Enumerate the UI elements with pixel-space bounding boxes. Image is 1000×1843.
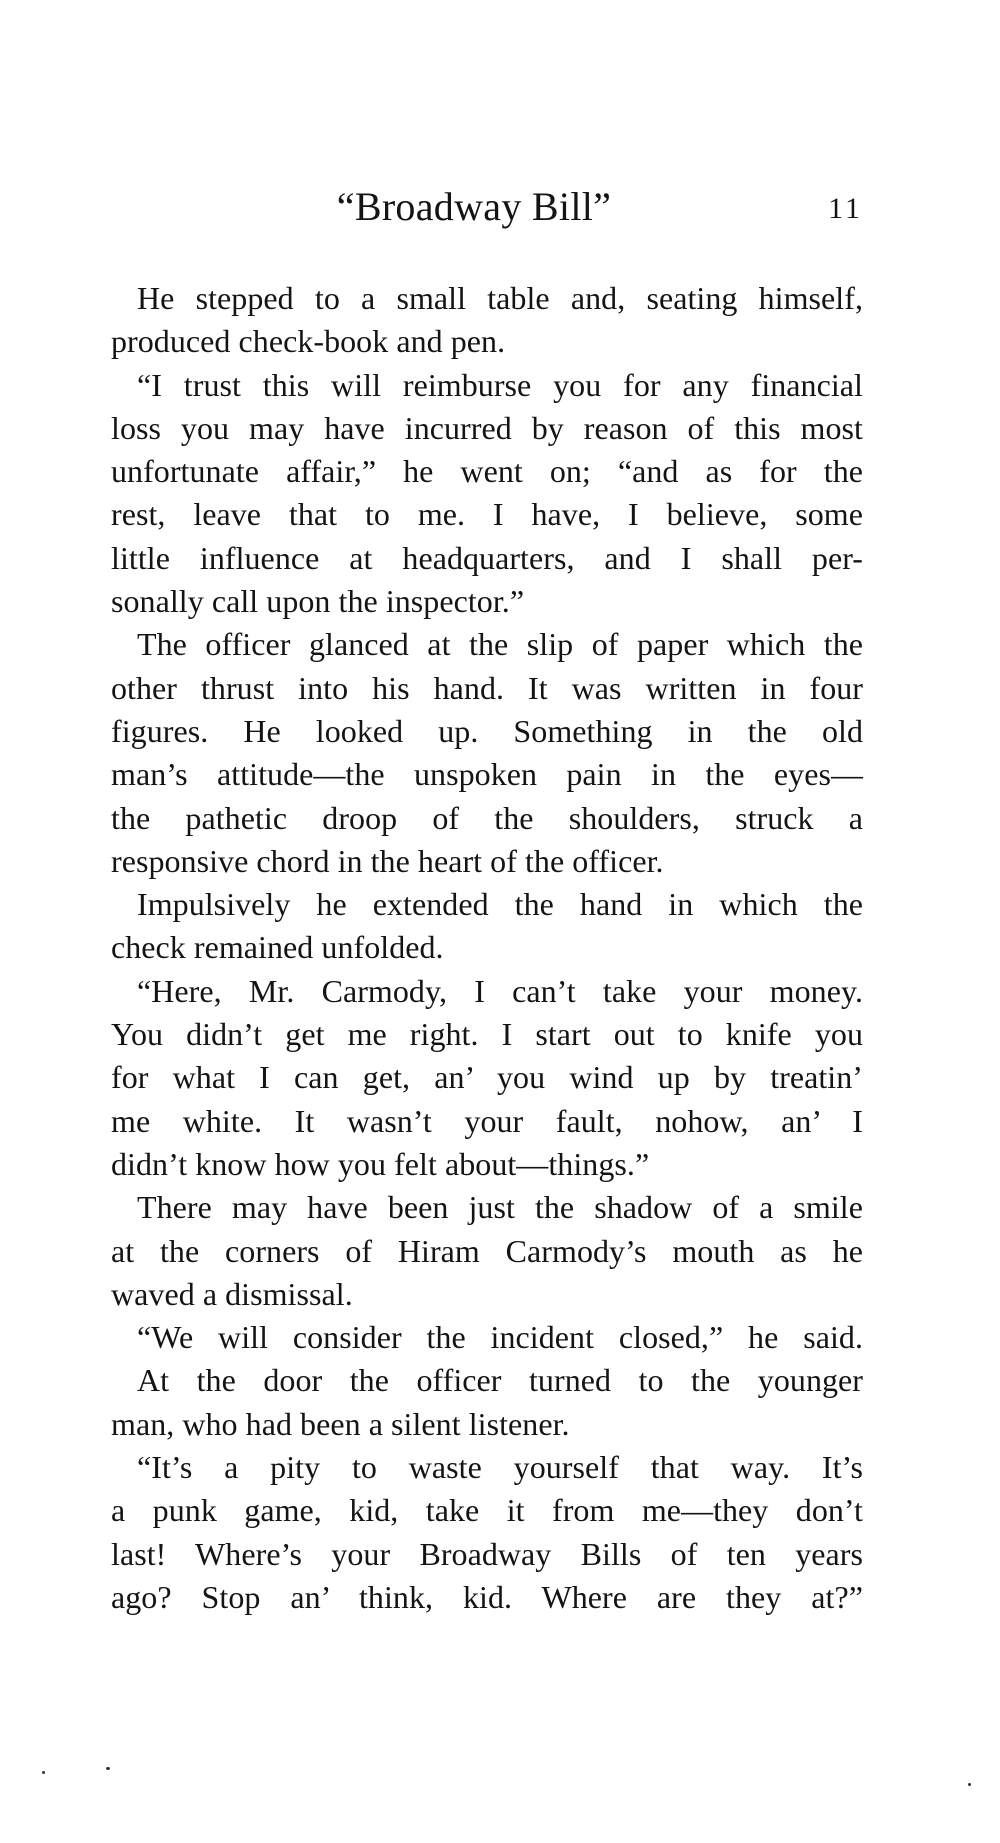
text-line: produced check-book and pen. [111,323,506,360]
paragraph [85,1446,863,1619]
text-line: Impulsively he extended the hand in which the [137,886,863,923]
text-line: last! Where’s your Broadway Bills of ten years [111,1535,863,1572]
text-line: didn’t know how you felt about—things.” [111,1145,650,1182]
text-line: You didn’t get me right. I start out to knife you [111,1016,863,1053]
paragraph [85,623,863,883]
body-text [85,277,863,1619]
text-line: responsive chord in the heart of the officer. [111,842,664,879]
paragraph [85,1316,863,1359]
text-line: man, who had been a silent listener. [111,1405,570,1442]
text-line: “I trust this will reimburse you for any financial [137,366,863,403]
paragraph [85,970,863,1186]
text-line: At the door the officer turned to the younger [137,1362,863,1399]
text-line: the pathetic droop of the shoulders, struck a [111,799,863,836]
running-title: “Broadway Bill” [336,184,612,229]
scan-speck [968,1783,971,1786]
text-line: little influence at headquarters, and I shall per- [111,539,863,576]
text-line: sonally call upon the inspector.” [111,583,525,620]
paragraph [85,277,863,364]
text-line: for what I can get, an’ you wind up by treatin’ [111,1059,863,1096]
text-line: “Here, Mr. Carmody, I can’t take your money. [137,972,863,1009]
text-line: loss you may have incurred by reason of this most [111,409,863,446]
text-line: He stepped to a small table and, seating himself, [137,280,863,316]
text-line: check remained unfolded. [111,929,444,966]
text-line: me white. It wasn’t your fault, nohow, an’ I [111,1102,863,1139]
paragraph [85,364,863,624]
running-head [85,182,863,238]
text-line: a punk game, kid, take it from me—they don’t [111,1492,863,1529]
text-line: at the corners of Hiram Carmody’s mouth as he [111,1232,863,1269]
text-line: man’s attitude—the unspoken pain in the eyes— [111,756,863,793]
text-line: “We will consider the incident closed,” he said. [137,1319,863,1356]
scan-speck [106,1767,110,1770]
text-line: “It’s a pity to waste yourself that way. It’s [137,1449,863,1486]
text-line: rest, leave that to me. I have, I believe, some [111,496,863,533]
text-line: unfortunate affair,” he went on; “and as for the [111,453,863,490]
text-line: waved a dismissal. [111,1275,353,1312]
text-line: The officer glanced at the slip of paper which the [137,626,863,663]
paragraph [85,883,863,970]
text-line: other thrust into his hand. It was written in four [111,669,863,706]
scan-speck [42,1771,45,1774]
paragraph [85,1186,863,1316]
text-line: figures. He looked up. Something in the old [111,712,863,749]
paragraph [85,1359,863,1446]
page-number: 11 [828,192,863,225]
text-line: There may have been just the shadow of a smile [137,1189,863,1226]
text-line: ago? Stop an’ think, kid. Where are they at?” [111,1578,863,1615]
